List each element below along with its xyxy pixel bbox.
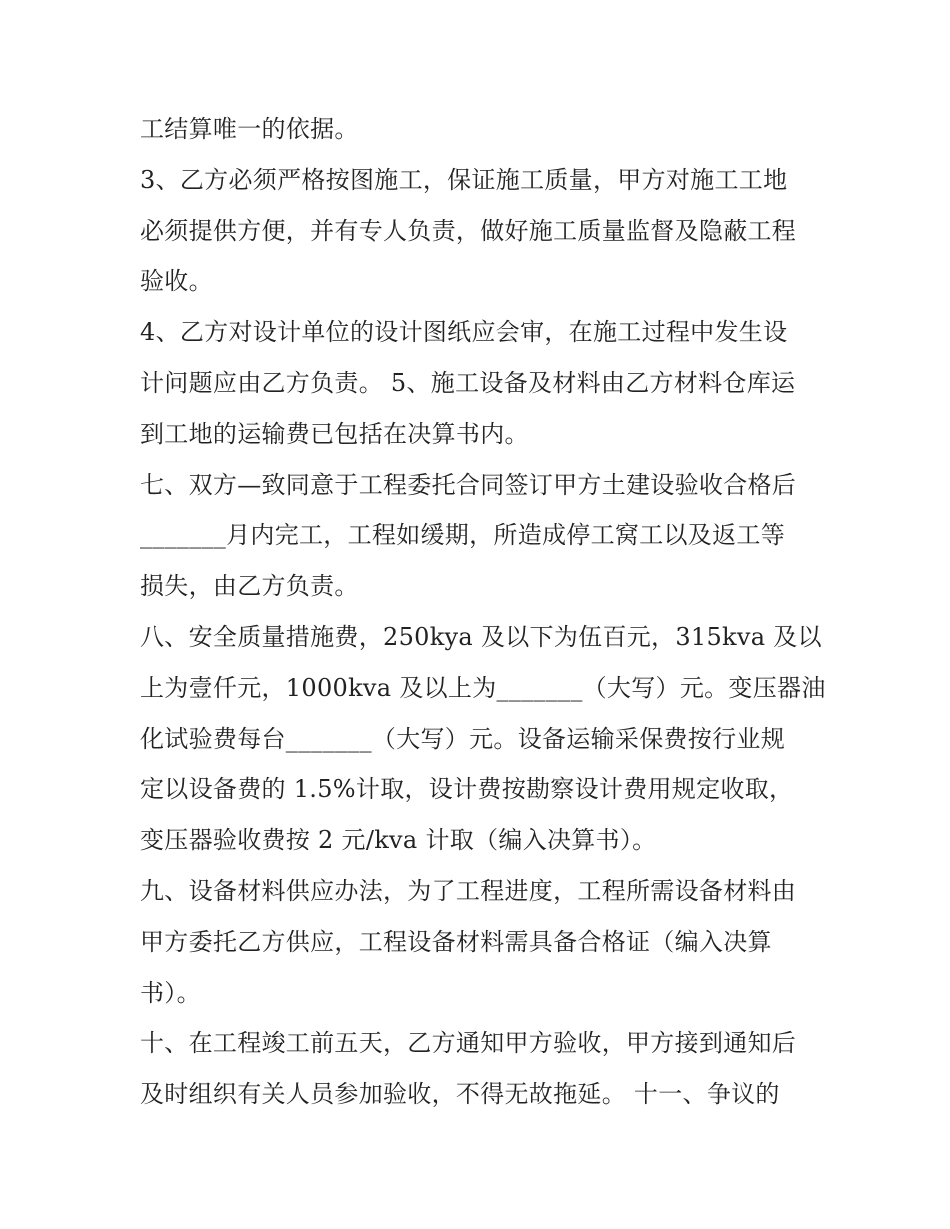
text-line: 化试验费每台_______（大写）元。设备运输采保费按行业规 <box>140 724 785 753</box>
text-line: 甲方委托乙方供应，工程设备材料需具备合格证（编入决算 <box>140 927 772 956</box>
text-line: 及时组织有关人员参加验收，不得无故拖延。 十一、争议的 <box>140 1080 780 1109</box>
text-line: 八、安全质量措施费，250kya 及以下为伍百元，315kva 及以 <box>140 622 822 651</box>
text-line: 损失，由乙方负责。 <box>140 572 359 601</box>
text-line: 定以设备费的 1.5%计取，设计费按勘察设计费用规定收取， <box>140 775 794 804</box>
text-line: 验收。 <box>140 267 213 296</box>
text-line: 计问题应由乙方负责。 5、施工设备及材料由乙方材料仓库运 <box>140 368 796 397</box>
document-body <box>140 104 826 1120</box>
text-line: 必须提供方便，并有专人负责，做好施工质量监督及隐蔽工程 <box>140 216 797 245</box>
text-line: 到工地的运输费已包括在决算书内。 <box>140 419 529 448</box>
text-line: 4、乙方对设计单位的设计图纸应会审，在施工过程中发生设 <box>140 318 788 347</box>
text-line: 书）。 <box>140 978 201 1007</box>
text-line: 工结算唯一的依据。 <box>140 115 359 143</box>
text-line: 3、乙方必须严格按图施工，保证施工质量，甲方对施工工地 <box>140 165 788 194</box>
text-line: 变压器验收费按 2 元/kva 计取（编入决算书）。 <box>140 826 657 855</box>
text-line: _______月内完工，工程如缓期，所造成停工窝工以及返工等 <box>140 521 785 550</box>
text-line: 十、在工程竣工前五天，乙方通知甲方验收，甲方接到通知后 <box>140 1029 797 1058</box>
text-line: 上为壹仟元，1000kva 及以上为_______（大写）元。变压器油 <box>140 673 826 702</box>
text-line: 七、双方—致同意于工程委托合同签订甲方土建设验收合格后 <box>140 470 797 499</box>
text-line: 九、设备材料供应办法，为了工程进度，工程所需设备材料由 <box>140 876 797 905</box>
